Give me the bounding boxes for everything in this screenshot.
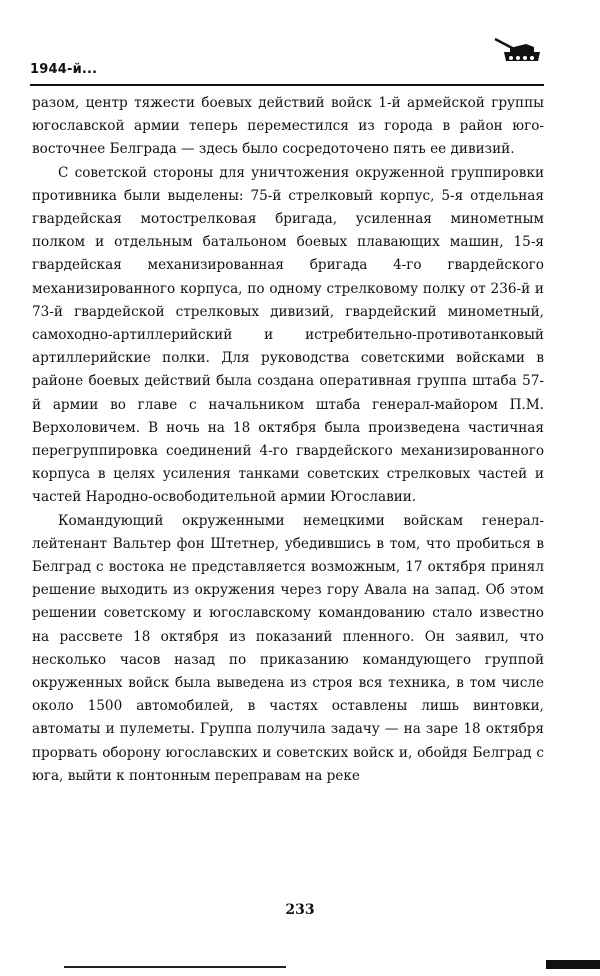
footer-mark [546,960,600,969]
body-text [32,92,544,788]
running-title: 1944-й... [30,62,98,77]
paragraph: С советской стороны для уничтожения окруженной группировки противника были выделены: 75-й стрелковый корпус, 5-я отдельная гвардейская мотострелковая бригада, усиленная минометным полком и отдельным батальоном боевых плавающих машин, 15-я гвардейская механизированная бригада 4-го гвардейского механизированного корпуса, по одному стрелковому полку от 236-й и 73-й гвардейской стрелковых дивизий, гвардейский минометный, самоходно-артиллерийский и истребительно-противотанковый артиллерийские полки. Для руководства советскими войсками в районе боевых действий была создана оперативная группа штаба 57-й армии во главе с начальником штаба генерал-майором П.М. Верхоловичем. В ночь на 18 октября была произведена частичная перегруппировка соединений 4-го гвардейского механизированного корпуса в целях усиления танками советских стрелковых частей и частей Народно-освободительной армии Югославии. [32,164,544,506]
tank-icon [492,36,542,64]
page-number: 233 [285,902,315,918]
paragraph: Командующий окруженными немецкими войскам генерал-лейтенант Вальтер фон Штетнер, убедившись в том, что пробиться в Белград с востока не представляется возможным, 17 октября принял решение выходить из окружения через гору Авала на запад. Об этом решении советскому и югославскому командованию стало известно на рассвете 18 октября из показаний пленного. Он заявил, что несколько часов назад по приказанию командующего группой окруженных войск была выведена из строя вся техника, в том числе около 1500 автомобилей, в частях оставлены лишь винтовки, автоматы и пулеметы. Группа получила задачу — на заре 18 октября прорвать оборону югославских и советских войск и, обойдя Белград с юга, выйти к понтонным переправам на реке [32,512,544,784]
page-header [30,60,544,86]
header-rule [30,84,544,86]
paragraph: разом, центр тяжести боевых действий войск 1-й армейской группы югославской армии теперь переместился из города в район юго-восточнее Белграда — здесь было сосредоточено пять ее дивизий. [32,95,544,158]
footer-rule [64,966,286,968]
